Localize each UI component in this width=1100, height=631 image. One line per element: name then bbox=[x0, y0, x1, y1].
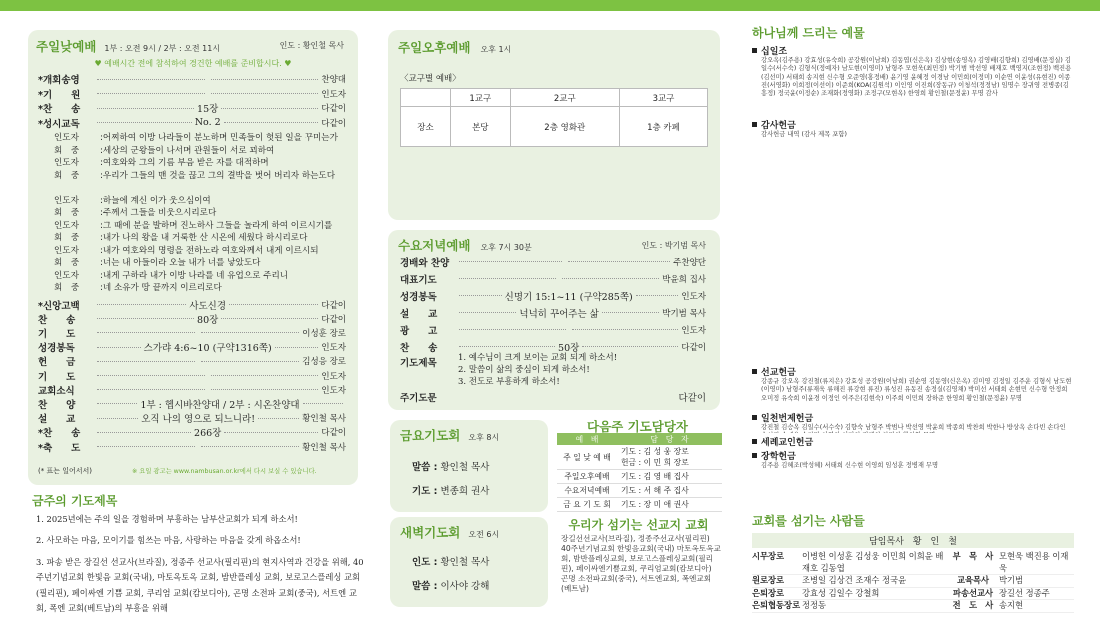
leader-dots bbox=[459, 346, 555, 347]
dawn-row-2 bbox=[412, 575, 489, 599]
order-item-label: *성시교독 bbox=[38, 118, 80, 130]
reading-text: 세상의 군왕들이 나서며 관원들이 서로 꾀하여 bbox=[102, 145, 275, 156]
next-week-person: 기도 : 김 성 웅 장로 bbox=[621, 447, 689, 456]
order-item-label: 기 도 bbox=[38, 371, 76, 383]
district-2-place: 2층 영화관 bbox=[510, 107, 619, 147]
offering-donors: 강종규 강오옥 강진철(류지은) 강효성 공강원(이남희) 권순영 김동영(신은옥) 김미영 김정일 김주운 김형식 남도현(이영미) 남형주(류재욱 류해진 류강현 류진) 류성진 유동진 송정실(김영채) 박미선 서태희 손현민 신수형 안정희 오미정 유숙희 이윤경 이정인 이주은(김현숙) 이주희 이민희 장하준 한영희 황인철(문정윤) 무명 bbox=[761, 378, 1072, 402]
responsive-reading-line bbox=[54, 232, 346, 245]
order-item bbox=[38, 101, 346, 115]
bottom-margin bbox=[0, 618, 1100, 631]
order-item-content: 사도신경 bbox=[189, 300, 227, 312]
leader-role: 시무장로 bbox=[752, 551, 785, 561]
order-item-label: *기 원 bbox=[38, 89, 81, 101]
order-item-person: 인도자 bbox=[321, 89, 347, 100]
order-item-person: 인도자 bbox=[321, 343, 347, 354]
order-item-label: 성경봉독 bbox=[38, 343, 75, 355]
bullet-square-icon bbox=[752, 369, 757, 374]
reading-text: 내가 여호와의 명령을 전하노라 여호와께서 내게 이르시되 bbox=[102, 245, 319, 256]
leader-dots bbox=[582, 346, 678, 347]
afternoon-time: 오후 1시 bbox=[480, 45, 512, 54]
colon: : bbox=[100, 283, 103, 293]
friday-row-1 bbox=[412, 456, 489, 480]
bullet-square-icon bbox=[752, 415, 757, 420]
leader-dots bbox=[97, 79, 205, 80]
main-worship-panel bbox=[28, 30, 358, 485]
responsive-reading-line bbox=[54, 157, 346, 170]
reader-role: 회 중 bbox=[54, 145, 80, 156]
reading-text: 내가 나의 왕을 내 거룩한 산 시온에 세웠다 하시리로다 bbox=[102, 233, 308, 243]
reading-text: 너는 내 아들이라 오늘 내가 너를 낳았도다 bbox=[102, 258, 261, 268]
offering-donors: 강오옥(김주용) 강효성(유숙희) 공강원(이남희) 김동엽(신은옥) 김상현(송영옥) 김영배(김향희) 김영배(문정실) 김일수(서수숙) 김형식(정예자) 남도현(이영미) 남형주 모현욱(최민정) 박기범 박선영 배재호 백영지(조현정) 백진용(김선미) 서태희 송지현 신수형 오준영(홍정배) 윤기영 윤혜정 이경남 이민희(이정미) 이순연 이윤성(유현진) 이종진(서영화) 이희정(이선이) 이준희(KOA(김원석) 이인영 이진희(장동규) 이청석(정정남) 임명수 장귀영 전병종(김흥정) 정국윤(이정순) 조재화(정영화) 조정구(모현옥) 한영희 황인철(문정윤) 무명 감사 bbox=[761, 57, 1072, 98]
order-item-person: 찬양대 bbox=[321, 75, 347, 85]
order-item-label: 경배와 찬양 bbox=[400, 257, 450, 269]
order-item-label: *찬 송 bbox=[38, 428, 81, 440]
order-item-label: *찬 송 bbox=[38, 104, 81, 115]
main-worship-notice: ♥ 예배시간 전에 참석하여 경건한 예배를 준비합시다. ♥ bbox=[94, 59, 292, 68]
wednesday-prayer-label: 기도제목 bbox=[400, 358, 437, 369]
reading-text: 내게 구하라 내가 이방 나라를 네 유업으로 주리니 bbox=[102, 270, 289, 281]
colon: : bbox=[100, 158, 103, 168]
order-item-label: *신앙고백 bbox=[38, 300, 80, 312]
reader-role: 인도자 bbox=[54, 220, 79, 231]
leader-names: 모현욱 백진용 이재욱 bbox=[999, 551, 1069, 573]
wednesday-time: 오후 7시 30분 bbox=[480, 243, 532, 252]
next-week-person: 헌금 : 이 민 희 장로 bbox=[621, 458, 689, 467]
stand-note: (* 표는 일어서서) bbox=[38, 467, 92, 475]
leader-dots bbox=[97, 389, 205, 390]
leader-dots bbox=[211, 79, 319, 80]
next-week-header-person: 담 당 자 bbox=[650, 434, 689, 444]
offering-donors: 감사헌금 내역 (감사 제목 포함) bbox=[761, 131, 847, 138]
offering-category bbox=[752, 44, 1072, 116]
senior-pastor: 담임목사 황 인 철 bbox=[752, 533, 1074, 548]
leader-role: 전 도 사 bbox=[952, 600, 994, 610]
colon: : bbox=[100, 258, 103, 268]
next-week-persons bbox=[617, 445, 722, 470]
offering-category bbox=[752, 365, 1072, 409]
friday-prayer-panel bbox=[390, 420, 548, 512]
next-week-header-worship: 예 배 bbox=[575, 434, 599, 444]
leader-dots bbox=[636, 295, 679, 296]
district-2-header: 2교구 bbox=[510, 89, 619, 107]
order-item-person: 다같이 bbox=[681, 342, 706, 353]
leader-dots bbox=[303, 403, 343, 404]
website-note: ※ 요일 광고는 www.nambusan.or.kr에서 다시 보실 수 있습니다. bbox=[131, 468, 317, 475]
order-item-label: 설 교 bbox=[400, 308, 438, 320]
order-item-label: 찬 양 bbox=[38, 399, 76, 411]
order-item-label: 대표기도 bbox=[400, 274, 437, 286]
order-item-label: 광 고 bbox=[400, 325, 438, 337]
bullet-square-icon bbox=[752, 122, 757, 127]
leader-dots bbox=[97, 446, 195, 447]
dawn-row-1-value: 황인철 목사 bbox=[440, 557, 490, 568]
dawn-row-1 bbox=[412, 551, 489, 575]
offering-category-name: 선교헌금 bbox=[761, 368, 796, 378]
offering-section bbox=[752, 24, 1072, 473]
next-week-person: 기도 : 서 해 주 집사 bbox=[621, 486, 689, 495]
leader-dots bbox=[211, 389, 319, 390]
offering-category-name: 십일조 bbox=[761, 47, 788, 57]
reader-role: 회 중 bbox=[54, 208, 80, 218]
offering-category-name: 감사헌금 bbox=[761, 121, 796, 131]
leader-dots bbox=[459, 329, 566, 330]
order-item-content: No. 2 bbox=[194, 117, 221, 128]
responsive-reading-line bbox=[54, 132, 346, 145]
order-item-label: 찬 송 bbox=[400, 342, 438, 354]
reading-text: 우리가 그들의 맨 것을 끊고 그의 결박을 벗어 버리자 하는도다 bbox=[102, 170, 336, 181]
order-item bbox=[38, 87, 346, 101]
next-week-row bbox=[557, 498, 722, 512]
order-item-label: 성경봉독 bbox=[400, 291, 437, 303]
offering-category bbox=[752, 411, 1072, 433]
prayer-topics-title: 금주의 기도제목 bbox=[32, 494, 118, 508]
order-item-person: 다같이 bbox=[321, 314, 346, 325]
next-week-worship: 주 일 낮 예 배 bbox=[557, 445, 617, 470]
reading-text: 그 때에 분을 발하며 진노하사 그들을 놀라게 하여 이르시기를 bbox=[102, 220, 333, 231]
offering-title: 하나님께 드리는 예물 bbox=[752, 26, 865, 40]
order-item-person: 황인철 목사 bbox=[302, 414, 346, 425]
friday-row-1-label: 말씀 : bbox=[412, 462, 438, 473]
district-3-place: 1층 카페 bbox=[619, 107, 707, 147]
leader-dots bbox=[568, 261, 671, 262]
colon: : bbox=[100, 195, 103, 206]
prayer-topic: 2. 사모하는 마음, 모이기를 힘쓰는 마음, 사랑하는 마음을 갖게 하옵소서! bbox=[36, 535, 301, 546]
next-week-title: 다음주 기도담당자 bbox=[587, 419, 688, 434]
order-item bbox=[400, 322, 706, 337]
order-item-content: 50장 bbox=[558, 342, 580, 354]
leader-dots bbox=[97, 432, 191, 433]
responsive-reading-line bbox=[54, 195, 346, 208]
order-item-person: 주찬양단 bbox=[673, 257, 707, 268]
leader-role: 부 목 사 bbox=[952, 551, 994, 561]
district-3-header: 3교구 bbox=[619, 89, 707, 107]
order-item bbox=[38, 440, 346, 454]
next-week-row bbox=[557, 470, 722, 484]
responsive-reading-line bbox=[54, 257, 346, 270]
offering-category-title bbox=[752, 449, 1072, 462]
leader-dots bbox=[572, 329, 679, 330]
dawn-row-2-label: 말씀 : bbox=[412, 581, 438, 592]
dawn-time: 오전 6시 bbox=[468, 530, 500, 539]
offering-category-title bbox=[752, 44, 1072, 57]
leader-row bbox=[752, 575, 1074, 588]
district-1-header: 1교구 bbox=[451, 89, 511, 107]
leader-dots bbox=[459, 295, 502, 296]
leader-dots bbox=[97, 418, 138, 419]
leader-dots bbox=[97, 122, 192, 123]
friday-row-2-value: 변종희 권사 bbox=[440, 486, 490, 497]
order-item-content: 266장 bbox=[194, 428, 222, 440]
leader-dots bbox=[275, 347, 319, 348]
leader-dots bbox=[229, 304, 318, 305]
reading-text: 하늘에 계신 이가 웃으심이여 bbox=[102, 195, 211, 206]
leader-dots bbox=[224, 432, 318, 433]
reader-role: 회 중 bbox=[54, 258, 80, 268]
offering-category bbox=[752, 118, 1072, 363]
order-item-person: 다같이 bbox=[321, 428, 347, 439]
leader-dots bbox=[97, 318, 194, 319]
order-item-label: *개회송영 bbox=[38, 75, 80, 86]
wednesday-worship-panel bbox=[388, 230, 720, 410]
wednesday-prayer-item: 2. 말씀이 삶의 중심이 되게 하소서! bbox=[458, 365, 590, 375]
next-week-person: 기도 : 장 미 애 권사 bbox=[621, 500, 689, 509]
order-item-person: 황인철 목사 bbox=[302, 442, 347, 453]
order-item bbox=[400, 271, 706, 286]
prayer-topic: 3. 파송 받은 장길선 선교사(브라질), 정종주 선교사(필리핀)의 현지사역과 건강을 위해, 40주년기념교회 한빛음 교회(국내), 마토옥토옥 교회, 밤반플레싱 교회, 보로고스플레싱 교회(필리핀), 페이싸엔 기쁨 교회, 쿠리엄 교회(캄보디아), 곤명 소전파 교회(중국), 서트엔 교회, 폭엔 교회(베트남)의 부흥을 위해 bbox=[36, 556, 364, 614]
next-week-table bbox=[557, 433, 722, 512]
lords-prayer-label: 주기도문 bbox=[400, 393, 437, 404]
offering-category-title bbox=[752, 365, 1072, 378]
bullet-square-icon bbox=[752, 439, 757, 444]
leader-dots bbox=[97, 375, 205, 376]
order-item-content: 80장 bbox=[197, 314, 219, 326]
district-worship-table bbox=[400, 88, 708, 147]
bullet-square-icon bbox=[752, 453, 757, 458]
order-item-person: 인도자 bbox=[321, 385, 347, 396]
leader-dots bbox=[97, 403, 137, 404]
leader-dots bbox=[211, 93, 319, 94]
order-item bbox=[38, 340, 346, 354]
next-week-persons bbox=[617, 484, 722, 498]
district-1-place: 본당 bbox=[451, 107, 511, 147]
friday-title: 금요기도회 bbox=[400, 428, 461, 443]
leader-dots bbox=[221, 318, 318, 319]
order-item bbox=[38, 298, 346, 312]
order-item bbox=[38, 397, 346, 411]
wednesday-leader: 인도 : 박기범 목사 bbox=[641, 241, 706, 250]
leader-role: 은퇴장로 bbox=[752, 587, 785, 598]
order-item bbox=[38, 116, 346, 130]
order-item bbox=[38, 369, 346, 383]
order-item-content: 스가랴 4:6~10 (구약1316쪽) bbox=[143, 343, 272, 355]
offering-category-name: 세례교인헌금 bbox=[761, 438, 814, 447]
reading-text: 주께서 그들을 비웃으시리로다 bbox=[102, 208, 217, 218]
next-week-worship: 금 요 기 도 회 bbox=[557, 498, 617, 512]
leader-dots bbox=[459, 278, 556, 279]
order-item-content: 15장 bbox=[197, 104, 219, 115]
leaders-title: 교회를 섬기는 사람들 bbox=[752, 514, 865, 528]
top-bar bbox=[0, 0, 1100, 11]
order-item bbox=[38, 312, 346, 326]
order-item-content: 오직 나의 영으로 되느니라! bbox=[141, 414, 256, 426]
leader-dots bbox=[211, 375, 319, 376]
leader-row bbox=[752, 551, 1074, 575]
leader-names: 이병헌 이성훈 김성웅 이민희 이희윤 배재호 김동엽 bbox=[802, 551, 944, 573]
wednesday-prayer-item: 1. 예수님이 크게 보이는 교회 되게 하소서! bbox=[458, 353, 618, 363]
next-week-person: 기도 : 김 영 배 집사 bbox=[621, 472, 689, 481]
friday-row-1-value: 황인철 목사 bbox=[440, 462, 490, 473]
lords-prayer-right: 다같이 bbox=[678, 393, 706, 404]
leader-row bbox=[752, 600, 1074, 613]
missions-text: 장길선선교사(브라질), 정종주선교사(필리핀) 40주년기념교회 한빛음교회(국내) 마토옥토옥교회, 밤반플레싱교회, 보로고스플레싱교회(필리핀), 페이싸엔기쁨교회, 쿠리엄교회(캄보디아) 곤명 소전파교회(중국), 서트엔교회, 폭엔교회(베트남) bbox=[561, 534, 721, 593]
reader-role: 인도자 bbox=[54, 195, 79, 206]
leader-role: 원로장로 bbox=[752, 575, 785, 585]
main-worship-title: 주일낮예배 bbox=[36, 39, 97, 54]
leader-dots bbox=[97, 332, 195, 333]
leader-dots bbox=[221, 108, 318, 109]
friday-row-2-label: 기도 : bbox=[412, 486, 438, 497]
leader-role: 파송선교사 bbox=[952, 587, 994, 598]
responsive-reading-line bbox=[54, 282, 346, 295]
offering-category bbox=[752, 435, 1072, 447]
reading-text: 네 소유가 땅 끝까지 이르리로다 bbox=[102, 283, 222, 293]
responsive-reading-line bbox=[54, 170, 346, 183]
order-item bbox=[38, 411, 346, 425]
leader-names: 박기범 bbox=[999, 575, 1024, 585]
bullet-square-icon bbox=[752, 48, 757, 53]
order-item-label: 기 도 bbox=[38, 328, 76, 340]
order-item bbox=[400, 288, 706, 303]
afternoon-title: 주일오후예배 bbox=[398, 40, 471, 55]
offering-category-title bbox=[752, 435, 1072, 447]
leader-dots bbox=[562, 278, 659, 279]
order-item-content: 1부 : 헵시바찬양대 / 2부 : 시온찬양대 bbox=[140, 399, 300, 411]
dawn-row-1-label: 인도 : bbox=[412, 557, 438, 568]
order-item-label: 교회소식 bbox=[38, 385, 75, 397]
leader-dots bbox=[602, 312, 659, 313]
order-item bbox=[400, 254, 706, 269]
friday-time: 오후 8시 bbox=[468, 433, 500, 442]
dawn-prayer-panel bbox=[390, 517, 548, 607]
order-item-person: 인도자 bbox=[681, 325, 707, 336]
leader-dots bbox=[201, 446, 299, 447]
next-week-row bbox=[557, 445, 722, 470]
next-week-row bbox=[557, 484, 722, 498]
next-week-persons bbox=[617, 498, 722, 512]
leader-role: 은퇴협동장로 bbox=[752, 600, 801, 610]
responsive-reading-line bbox=[54, 145, 346, 158]
offering-category-title bbox=[752, 118, 1072, 131]
leader-dots bbox=[224, 122, 319, 123]
leader-dots bbox=[258, 418, 299, 419]
reader-role: 인도자 bbox=[54, 158, 79, 168]
order-item-person: 다같이 bbox=[321, 104, 346, 114]
next-week-worship: 수요저녁예배 bbox=[557, 484, 617, 498]
colon: : bbox=[100, 145, 103, 156]
wednesday-prayer-item: 3. 전도로 부흥하게 하소서! bbox=[458, 377, 560, 387]
responsive-reading-line bbox=[54, 245, 346, 258]
reading-text: 여호와와 그의 기름 부음 받은 자를 대적하며 bbox=[102, 158, 269, 168]
colon: : bbox=[100, 170, 103, 181]
leader-dots bbox=[97, 361, 195, 362]
leader-row bbox=[752, 588, 1074, 601]
leader-names: 조병일 김상건 조재수 정국윤 bbox=[802, 575, 907, 585]
leader-names: 송지현 bbox=[999, 600, 1024, 610]
next-week-persons bbox=[617, 470, 722, 484]
place-label: 장소 bbox=[401, 107, 451, 147]
leader-dots bbox=[201, 332, 299, 333]
colon: : bbox=[100, 245, 103, 256]
prayer-topic: 1. 2025년에는 주의 일을 경험하며 부흥하는 남부산교회가 되게 하소서! bbox=[36, 514, 298, 524]
offering-category-name: 장학헌금 bbox=[761, 452, 796, 462]
order-item bbox=[400, 305, 706, 320]
friday-row-2 bbox=[412, 480, 489, 504]
main-worship-leader: 인도 : 황인철 목사 bbox=[279, 41, 344, 50]
offering-category-title bbox=[752, 411, 1072, 424]
order-item-person: 김성응 장로 bbox=[302, 357, 347, 368]
responsive-reading-line bbox=[54, 207, 346, 220]
reader-role: 인도자 bbox=[54, 245, 79, 256]
offering-donors: 강진철 김승옥 김일수(서수숙) 김향숙 남형주 박범나 박선영 박윤희 박종희 박찬희 박한나 방상옥 손다빈 손다인 bbox=[761, 424, 1066, 431]
colon: : bbox=[100, 220, 103, 231]
wednesday-order bbox=[400, 254, 706, 354]
offering-category bbox=[752, 449, 1072, 471]
leader-dots bbox=[97, 347, 141, 348]
leader-dots bbox=[97, 93, 205, 94]
leader-dots bbox=[97, 304, 186, 305]
order-item-person: 이성훈 장로 bbox=[302, 328, 347, 339]
wednesday-title: 수요저녁예배 bbox=[398, 238, 471, 253]
offering-category-name: 일천번제헌금 bbox=[761, 414, 814, 424]
order-item-label: 설 교 bbox=[38, 414, 76, 426]
leader-names: 정정동 bbox=[802, 600, 827, 610]
missions-title: 우리가 섬기는 선교지 교회 bbox=[568, 518, 709, 532]
order-item-content: 신명기 15:1~11 (구약285쪽) bbox=[504, 291, 633, 303]
order-item-content: 넉넉히 꾸어주는 삶 bbox=[519, 308, 599, 320]
reader-role: 인도자 bbox=[54, 133, 79, 143]
leader-dots bbox=[201, 361, 299, 362]
order-item-person: 인도자 bbox=[321, 371, 347, 382]
district-worship-title: 〈교구별 예배〉 bbox=[400, 74, 461, 84]
order-item-person: 인도자 bbox=[681, 291, 707, 302]
reader-role: 회 중 bbox=[54, 283, 80, 293]
reader-role: 회 중 bbox=[54, 233, 80, 243]
order-item bbox=[38, 383, 346, 397]
leader-dots bbox=[459, 312, 516, 313]
order-item-label: *축 도 bbox=[38, 442, 81, 454]
order-item bbox=[38, 326, 346, 340]
wednesday-prayers bbox=[458, 352, 617, 388]
offering-donors: 김주용 김혜조(박성혜) 서태희 신수현 이영희 임성훈 정병재 무명 bbox=[761, 462, 939, 469]
colon: : bbox=[100, 233, 103, 243]
order-item-person: 다같이 bbox=[321, 300, 347, 311]
leader-dots bbox=[97, 108, 194, 109]
main-worship-time: 1부 : 오전 9시 / 2부 : 오전 11시 bbox=[104, 44, 221, 53]
order-item-person: 박기범 목사 bbox=[662, 308, 707, 319]
order-item-label: 헌 금 bbox=[38, 357, 76, 369]
afternoon-worship-panel bbox=[388, 30, 720, 220]
main-worship-footnote bbox=[38, 466, 317, 476]
leader-names: 강효성 김일수 강철희 bbox=[802, 587, 880, 598]
prayer-topics-list bbox=[36, 512, 366, 622]
order-item-label: 찬 송 bbox=[38, 314, 76, 326]
leaders-section bbox=[752, 512, 1074, 613]
responsive-reading-line bbox=[54, 270, 346, 283]
reader-role: 인도자 bbox=[54, 270, 79, 281]
colon: : bbox=[100, 133, 103, 143]
leader-names: 장길선 정종주 bbox=[999, 587, 1050, 598]
reader-role: 회 중 bbox=[54, 170, 80, 181]
order-item-person: 박윤희 집사 bbox=[662, 274, 707, 285]
colon: : bbox=[100, 270, 103, 281]
order-of-worship bbox=[38, 72, 346, 472]
order-item-person: 다같이 bbox=[321, 118, 346, 129]
leader-role: 교육목사 bbox=[956, 575, 990, 585]
dawn-title: 새벽기도회 bbox=[400, 525, 461, 540]
next-week-worship: 주일오후예배 bbox=[557, 470, 617, 484]
order-item bbox=[38, 425, 346, 439]
reading-text: 어찌하여 이방 나라들이 분노하며 민족들이 헛된 일을 꾸미는가 bbox=[102, 133, 338, 143]
colon: : bbox=[100, 208, 103, 218]
order-item bbox=[38, 72, 346, 86]
order-item bbox=[38, 354, 346, 368]
responsive-reading-line bbox=[54, 220, 346, 233]
dawn-row-2-value: 이사야 강해 bbox=[440, 581, 490, 592]
leader-dots bbox=[459, 261, 562, 262]
